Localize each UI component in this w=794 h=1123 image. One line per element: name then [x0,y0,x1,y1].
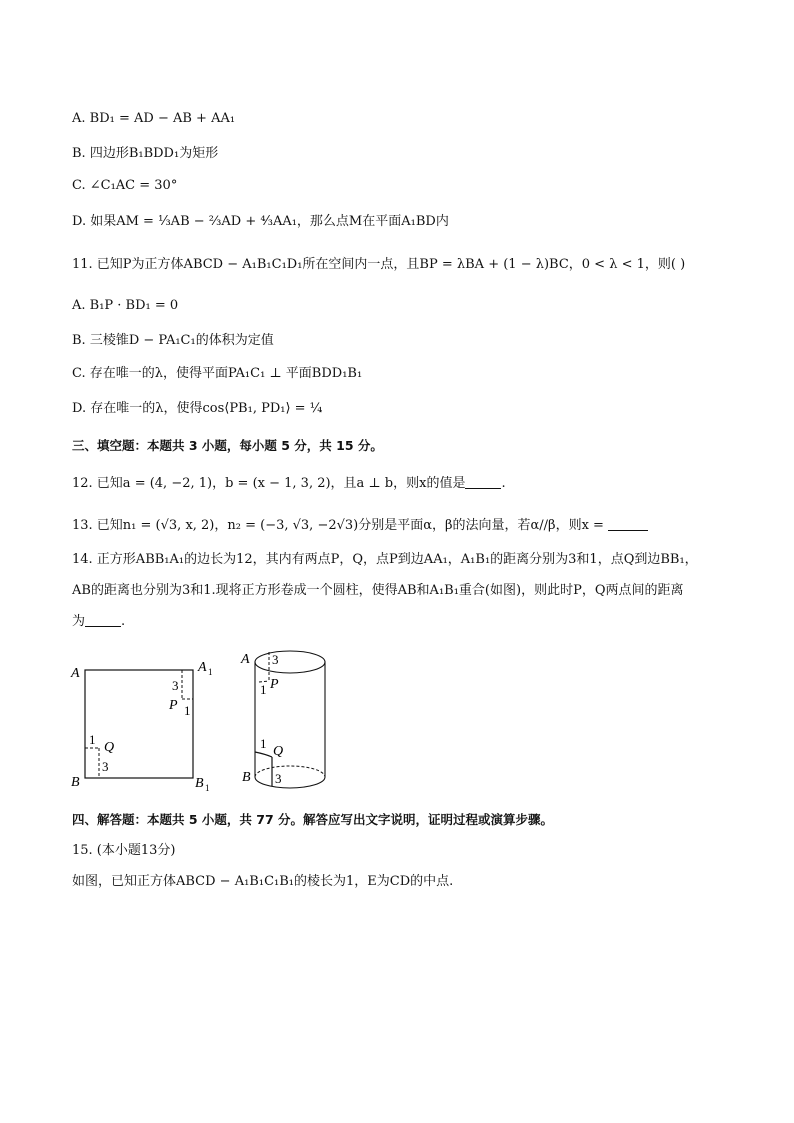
q14-line3: 为 . [72,614,126,629]
p-dist-1: 1 [184,703,191,718]
q14-line1: 14. 正方形ABB₁A₁的边长为12，其内有两点P，Q，点P到边AA₁，A₁B₁的距离分别为3和1，点Q到边BB₁， [72,552,698,567]
q13-text: 13. 已知n₁ = (√3, x, 2)，n₂ = (−3, √3, −2√3)分别是平面α，β的法向量，若α//β，则x = [72,518,604,533]
p-dist-3: 3 [172,678,179,693]
cylinder-figure [238,640,338,792]
q12-text: 12. 已知a = (4, −2, 1)，b = (x − 1, 3, 2)，且a ⊥ b，则x的值是 [72,476,466,491]
label-B: B [71,775,80,790]
square-figure [68,648,228,796]
q-dist-1: 1 [89,732,96,747]
label-A1: A [198,660,207,675]
q14-answer-blank[interactable] [85,614,121,627]
q11-option-c: C. 存在唯一的λ，使得平面PA₁C₁ ⊥ 平面BDD₁B₁ [72,366,363,381]
cylinder-bottom-back [255,766,325,777]
q-dist-3: 3 [275,771,282,786]
q-dist-3: 3 [102,759,109,774]
q15-heading: 15. (本小题13分) [72,843,176,858]
label-A: A [71,666,80,681]
label-P: P [169,698,178,713]
p-dist-1: 1 [260,682,267,697]
label-A: A [241,652,250,667]
label-P: P [270,677,279,692]
q11-option-a: A. B₁P · BD₁ = 0 [72,298,179,313]
cylinder-bottom-front [255,777,325,788]
label-Q: Q [273,744,284,759]
cylinder-top [255,651,325,673]
q10-option-b: B. 四边形B₁BDD₁为矩形 [72,146,219,161]
label-Q: Q [104,740,115,755]
q11-option-b: B. 三棱锥D − PA₁C₁的体积为定值 [72,333,274,348]
label-A1-sub: 1 [208,667,213,677]
p-dist-3: 3 [272,652,279,667]
q13-answer-blank[interactable] [608,518,648,531]
section-3-heading: 三、填空题：本题共 3 小题，每小题 5 分，共 15 分。 [72,438,383,453]
q14-line2: AB的距离也分别为3和1.现将正方形卷成一个圆柱，使得AB和A₁B₁重合(如图)，则此时P，Q两点间的距离 [72,583,684,598]
label-B1-sub: 1 [205,783,210,793]
q11-option-d: D. 存在唯一的λ，使得cos⟨PB₁, PD₁⟩ = ¼ [72,401,323,416]
q15-body: 如图，已知正方体ABCD − A₁B₁C₁B₁的棱长为1，E为CD的中点. [72,874,454,889]
q-marker-arc [255,752,272,757]
q10-option-c: C. ∠C₁AC = 30° [72,178,178,193]
q10-option-d: D. 如果AM = ⅓AB − ⅔AD + ⁴⁄₃AA₁，那么点M在平面A₁BD内 [72,214,449,229]
q12-answer-blank[interactable] [465,476,501,489]
q12-line: 12. 已知a = (4, −2, 1)，b = (x − 1, 3, 2)，且a ⊥ b，则x的值是 . [72,476,506,491]
q13-line [72,517,648,535]
q14-line3-text: 为 [72,614,86,629]
label-B1: B [195,776,204,791]
label-B: B [242,770,251,785]
q10-option-a: A. BD₁ = AD − AB + AA₁ [72,111,236,126]
section-4-heading: 四、解答题：本题共 5 小题，共 77 分。解答应写出文字说明，证明过程或演算步骤。 [72,812,554,827]
q-dist-1: 1 [260,736,267,751]
q11-stem: 11. 已知P为正方体ABCD − A₁B₁C₁D₁所在空间内一点，且BP = λBA + (1 − λ)BC，0 < λ < 1，则( ) [72,257,686,272]
